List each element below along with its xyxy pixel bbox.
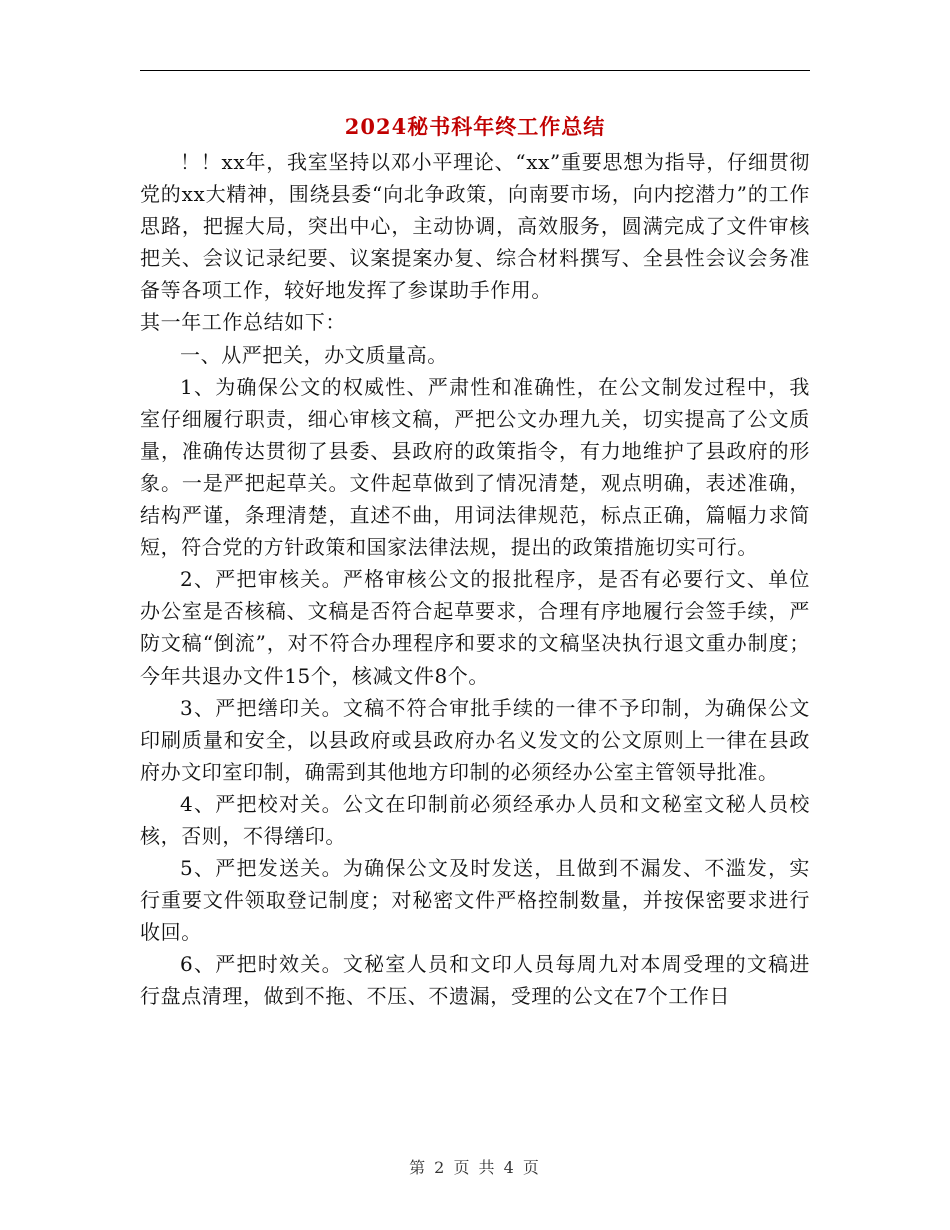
paragraph-item-6: 6、严把时效关。文秘室人员和文印人员每周九对本周受理的文稿进行盘点清理，做到不拖、不压、不遗漏，受理的公文在7个工作日 [140,952,810,1009]
section-heading-1: 一、从严把关，办文质量高。 [180,342,448,367]
header-rule [140,70,810,71]
paragraph-item-1: 1、为确保公文的权威性、严肃性和准确性，在公文制发过程中，我室仔细履行职责，细心审核文稿，严把公文办理九关，切实提高了公文质量，准确传达贯彻了县委、县政府的政策指令，有力地维护了县政府的形象。一是严把起草关。文件起草做到了情况清楚，观点明确，表述准确，结构严谨，条理清楚，直述不曲，用词法律规范，标点正确，篇幅力求简短，符合党的方针政策和国家法律法规，提出的政策措施切实可行。 [140,374,810,560]
paragraph-item-4: 4、严把校对关。公文在印制前必须经承办人员和文秘室文秘人员校核，否则，不得缮印。 [140,791,810,848]
page-number-footer: 第 2 页 共 4 页 [409,1158,541,1177]
paragraph-intro: ！！xx年，我室坚持以邓小平理论、“xx”重要思想为指导，仔细贯彻党的xx大精神，围绕县委“向北争政策，向南要市场，向内挖潜力”的工作思路，把握大局，突出中心，主动协调，高效服务，圆满完成了文件审核把关、会议记录纪要、议案提案办复、综合材料撰写、全县性会议会务准备等各项工作，较好地发挥了参谋助手作用。 [140,150,810,303]
paragraph-item-5: 5、严把发送关。为确保公文及时发送，且做到不漏发、不滥发，实行重要文件领取登记制度；对秘密文件严格控制数量，并按保密要求进行收回。 [140,856,810,945]
paragraph-item-3: 3、严把缮印关。文稿不符合审批手续的一律不予印制，为确保公文印刷质量和安全，以县政府或县政府办名义发文的公文原则上一律在县政府办文印室印制，确需到其他地方印制的必须经办公室主管领导批准。 [140,695,810,784]
document-title: 2024秘书科年终工作总结 [344,114,606,139]
paragraph-summary-lead: 其一年工作总结如下： [140,310,346,335]
document-body [140,146,810,1013]
paragraph-item-2: 2、严把审核关。严格审核公文的报批程序，是否有必要行文、单位办公室是否核稿、文稿是否符合起草要求，合理有序地履行会签手续，严防文稿“倒流”，对不符合办理程序和要求的文稿坚决执行退文重办制度；今年共退办文件15个，核减文件8个。 [140,567,810,688]
